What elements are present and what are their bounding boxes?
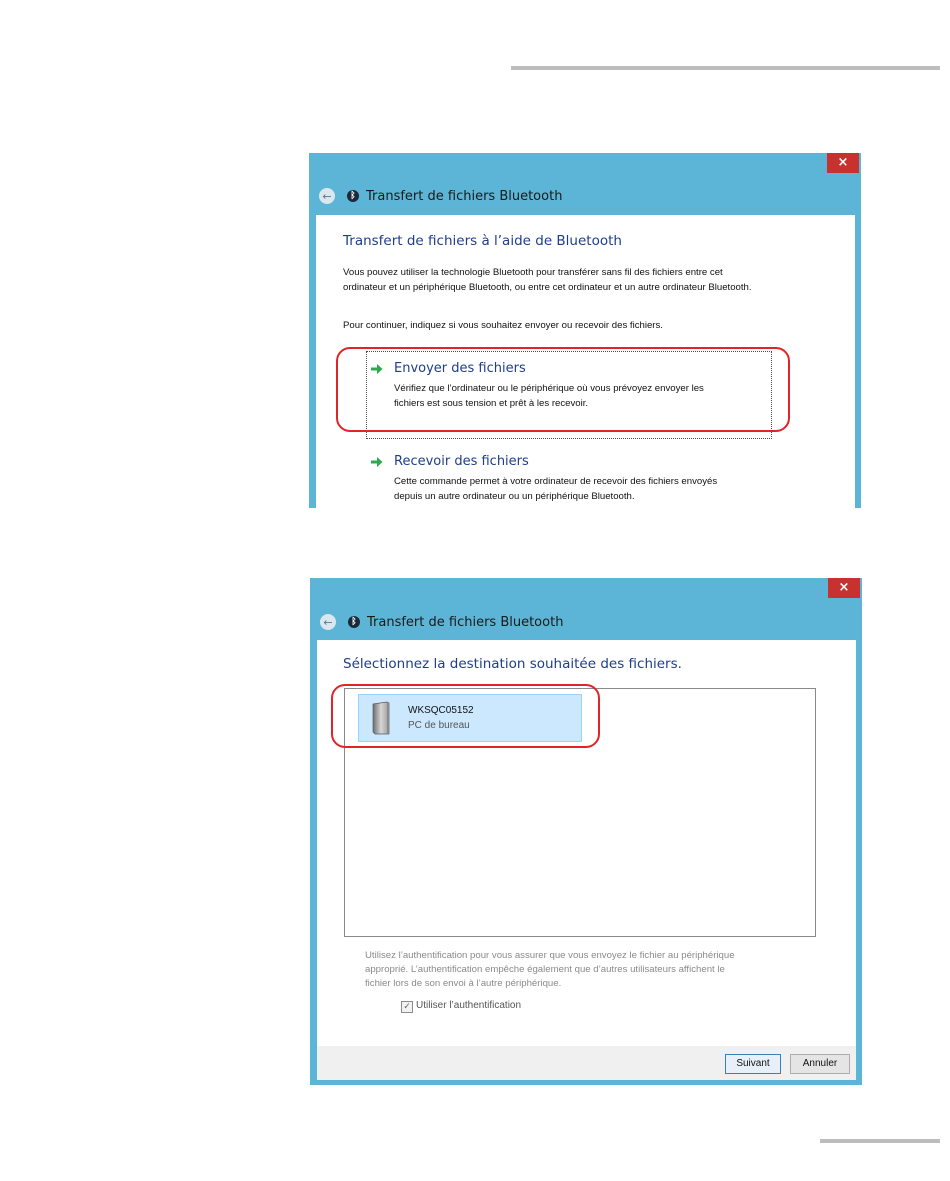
authentication-checkbox[interactable]: ✓ [401,1001,413,1013]
send-files-title: Envoyer des fichiers [394,361,526,376]
green-arrow-icon [371,456,383,468]
next-button[interactable]: Suivant [725,1054,781,1074]
page-rule-bottom [820,1139,940,1143]
receive-files-option[interactable] [371,454,771,504]
back-arrow-icon[interactable]: ← [319,188,335,204]
cancel-button[interactable]: Annuler [790,1054,850,1074]
back-arrow-icon[interactable]: ← [320,614,336,630]
device-name: WKSQC05152 [408,705,474,716]
page-rule-top [511,66,940,70]
window-title: Transfert de fichiers Bluetooth [367,614,564,630]
bluetooth-transfer-window-2 [310,578,862,1085]
receive-files-title: Recevoir des fichiers [394,454,529,469]
send-files-description: Vérifiez que l’ordinateur ou le périphérique où vous prévoyez envoyer les fichiers est sous tension et prêt à les recevoir. [394,383,704,409]
title-bar [310,609,862,635]
bluetooth-icon: ᛒ [347,190,359,202]
highlight-oval-device [331,684,600,748]
window-title: Transfert de fichiers Bluetooth [366,188,563,204]
content-area [317,640,856,1080]
dialog-footer [317,1046,856,1080]
title-bar [309,183,861,209]
highlight-oval-send [336,347,790,432]
device-type: PC de bureau [408,720,470,731]
bluetooth-transfer-window-1 [309,153,861,508]
content-area [316,215,855,508]
authentication-checkbox-label[interactable]: Utiliser l’authentification [416,1000,522,1011]
authentication-info: Utilisez l’authentification pour vous assurer que vous envoyez le fichier au périphérique approprié. L’authentification empêche également que d’autres utilisateurs affichent le fichier lors de son envoi à l’autre périphérique. [365,950,735,989]
close-button[interactable]: × [827,153,859,173]
prompt-text: Pour continuer, indiquez si vous souhaitez envoyer ou recevoir des fichiers. [343,320,663,331]
receive-files-description: Cette commande permet à votre ordinateur de recevoir des fichiers envoyés depuis un autre ordinateur ou un périphérique Bluetooth. [394,476,718,502]
close-button[interactable]: × [828,578,860,598]
page-heading: Transfert de fichiers à l’aide de Bluetooth [343,233,622,249]
page-heading: Sélectionnez la destination souhaitée des fichiers. [343,656,682,672]
bluetooth-icon: ᛒ [348,616,360,628]
intro-text: Vous pouvez utiliser la technologie Bluetooth pour transférer sans fil des fichiers entre cet ordinateur et un périphérique Bluetooth, ou entre cet ordinateur et un autre ordinateur Bluetooth. [343,267,752,293]
